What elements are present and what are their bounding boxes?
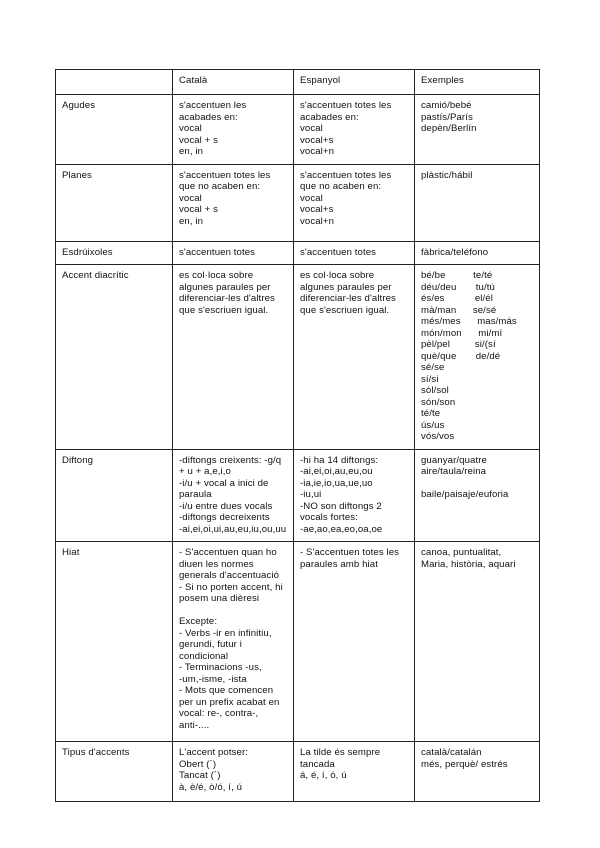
exemples-line: aire/taula/reina [421, 466, 487, 477]
catala-line: vocal: re-, contra-, [179, 708, 259, 719]
catala-line: -um,-isme, -ista [179, 673, 247, 685]
catala-line: Tancat (´) [179, 770, 221, 781]
row-label: Hiat [56, 542, 173, 742]
espanyol-line: tancada [300, 758, 335, 770]
header-cell-exemples: Exemples [415, 70, 540, 95]
cell-exemples [415, 742, 540, 802]
cell-espanyol [294, 265, 415, 450]
cell-catala [173, 265, 294, 450]
catala-line: - Si no porten accent, hi [179, 581, 283, 593]
espanyol-line: á, é, í, ó, ú [300, 770, 347, 781]
espanyol-line: diferenciar-les d'altres [300, 293, 396, 304]
catala-line: - S'accentuen quan ho [179, 547, 277, 558]
exemples-line: pastís/París [421, 111, 473, 123]
exemples-line: déu/deu tu/tú [421, 281, 495, 293]
exemples-line: bé/be te/té [421, 270, 493, 281]
exemples-line: plàstic/hábil [421, 169, 473, 181]
espanyol-line: algunes paraules per [300, 281, 392, 293]
exemples-line: pèl/pel si/(sí [421, 339, 496, 350]
catala-line: generals d'accentuació [179, 570, 280, 581]
catala-line: posem una dièresi [179, 593, 260, 604]
exemples-line: guanyar/quatre [421, 454, 487, 466]
espanyol-line: vocal+s [300, 134, 334, 146]
catala-line: en, in [179, 215, 204, 227]
catala-line: diuen les normes [179, 558, 254, 570]
cell-exemples [415, 542, 540, 742]
cell-catala [173, 742, 294, 802]
espanyol-line: s'accentuen totes les [300, 169, 392, 181]
row-label: Planes [56, 164, 173, 241]
exemples-line: ús/us [421, 419, 445, 431]
espanyol-line: -ai,ei,oi,au,eu,ou [300, 466, 373, 477]
catala-line: -i/u + vocal a inici de [179, 477, 269, 489]
catala-line: algunes paraules per [179, 281, 271, 293]
header-row [56, 70, 540, 95]
catala-line [179, 605, 287, 617]
catala-line: + u + a,e,i,o [179, 466, 231, 477]
catala-line: vocal [179, 123, 202, 134]
exemples-line: vós/vos [421, 431, 455, 442]
exemples-line: camió/bebé [421, 100, 472, 111]
cell-catala [173, 542, 294, 742]
cell-espanyol [294, 241, 415, 265]
espanyol-line: s'accentuen totes [300, 246, 377, 258]
exemples-line: sé/se [421, 362, 445, 373]
catala-line: -diftongs decreixents [179, 512, 270, 523]
exemples-line: català/catalán [421, 747, 482, 758]
table-row [56, 449, 540, 542]
row-label: Diftong [56, 449, 173, 542]
catala-line: L'accent potser: [179, 747, 249, 758]
catala-line: en, in [179, 146, 204, 157]
catala-line: condicional [179, 650, 229, 662]
table-row [56, 265, 540, 450]
header-cell-catala: Català [173, 70, 294, 95]
catala-line: à, è/é, ò/ó, í, ú [179, 781, 243, 793]
exemples-line: són/son [421, 396, 456, 408]
espanyol-line: vocal+n [300, 146, 335, 157]
espanyol-line: es col·loca sobre [300, 270, 375, 281]
cell-espanyol [294, 742, 415, 802]
catala-line: -ai,ei,oi,ui,au,eu,iu,ou,uu [179, 523, 287, 535]
exemples-line: té/te [421, 408, 441, 419]
espanyol-line: acabades en: [300, 111, 359, 123]
espanyol-line: vocal [300, 192, 323, 204]
table-row [56, 542, 540, 742]
catala-line: per un prefix acabat en [179, 696, 280, 708]
espanyol-line: s'accentuen totes les [300, 100, 392, 111]
catala-line: - Verbs -ir en infinitiu, [179, 627, 272, 639]
espanyol-line: La tilde és sempre [300, 747, 381, 758]
catala-line: Excepte: [179, 616, 218, 627]
cell-catala [173, 95, 294, 165]
exemples-line: sòl/sol [421, 385, 449, 396]
table-body [56, 70, 540, 802]
cell-exemples [415, 241, 540, 265]
row-label: Agudes [56, 95, 173, 165]
catala-line: - Terminacions -us, [179, 662, 262, 673]
exemples-line [421, 478, 533, 490]
cell-catala [173, 241, 294, 265]
table-row [56, 241, 540, 265]
cell-espanyol [294, 95, 415, 165]
exemples-line: sí/si [421, 373, 439, 385]
espanyol-line: vocal [300, 123, 323, 134]
cell-espanyol [294, 449, 415, 542]
catala-line: que no acaben en: [179, 181, 261, 192]
exemples-line: canoa, puntualitat, [421, 547, 502, 558]
row-label: Tipus d'accents [56, 742, 173, 802]
catala-line: gerundi, futur i [179, 639, 242, 650]
espanyol-line: -NO son diftongs 2 [300, 500, 382, 512]
exemples-line: és/es el/él [421, 293, 493, 304]
cell-exemples [415, 449, 540, 542]
espanyol-line: -hi ha 14 diftongs: [300, 454, 379, 466]
catala-line: Obert (`) [179, 758, 217, 770]
exemples-line: depèn/Berlín [421, 123, 477, 134]
catala-line: s'accentuen totes les [179, 169, 271, 181]
catala-line: que s'escriuen igual. [179, 304, 269, 316]
exemples-line: món/mon mi/mí [421, 327, 503, 339]
catala-line: vocal + s [179, 204, 219, 215]
cell-catala [173, 449, 294, 542]
catala-line: vocal + s [179, 134, 219, 146]
cell-espanyol [294, 164, 415, 241]
exemples-line: Maria, història, aquari [421, 558, 516, 570]
catala-line: anti-.... [179, 719, 210, 731]
espanyol-line: -ia,ie,io,ua,ue,uo [300, 477, 373, 489]
espanyol-line: - S'accentuen totes les [300, 547, 400, 558]
exemples-line: mà/man se/sé [421, 304, 497, 316]
espanyol-line: que no acaben en: [300, 181, 382, 192]
exemples-line: baile/paisaje/euforia [421, 489, 509, 500]
cell-espanyol [294, 542, 415, 742]
catala-line: -i/u entre dues vocals [179, 500, 273, 512]
espanyol-line: -ae,ao,ea,eo,oa,oe [300, 523, 383, 535]
cell-exemples [415, 164, 540, 241]
catala-line: - Mots que comencen [179, 685, 274, 696]
exemples-line: què/que de/dé [421, 350, 501, 362]
row-label: Accent diacrític [56, 265, 173, 450]
espanyol-line: vocal+n [300, 215, 335, 227]
exemples-line: més, perquè/ estrés [421, 758, 508, 770]
cell-exemples [415, 265, 540, 450]
header-cell-espanyol: Espanyol [294, 70, 415, 95]
espanyol-line: paraules amb hiat [300, 558, 378, 570]
catala-line: diferenciar-les d'altres [179, 293, 275, 304]
espanyol-line: vocal+s [300, 204, 334, 215]
table-row [56, 95, 540, 165]
catala-line: -diftongs creixents: -g/q [179, 454, 282, 466]
catala-line: es col·loca sobre [179, 270, 254, 281]
catala-line: vocal [179, 192, 202, 204]
cell-exemples [415, 95, 540, 165]
catala-line: paraula [179, 489, 212, 500]
cell-catala [173, 164, 294, 241]
catala-line: acabades en: [179, 111, 238, 123]
espanyol-line: -iu,ui [300, 489, 322, 500]
table-row [56, 164, 540, 241]
row-label: Esdrúixoles [56, 241, 173, 265]
accent-comparison-table [55, 69, 540, 802]
catala-line: s'accentuen les [179, 100, 247, 111]
table-row [56, 742, 540, 802]
espanyol-line: que s'escriuen igual. [300, 304, 390, 316]
catala-line: s'accentuen totes [179, 246, 256, 258]
espanyol-line: vocals fortes: [300, 512, 358, 523]
exemples-line: fàbrica/teléfono [421, 246, 489, 258]
header-cell-empty [56, 70, 173, 95]
exemples-line: més/mes mas/más [421, 316, 517, 327]
